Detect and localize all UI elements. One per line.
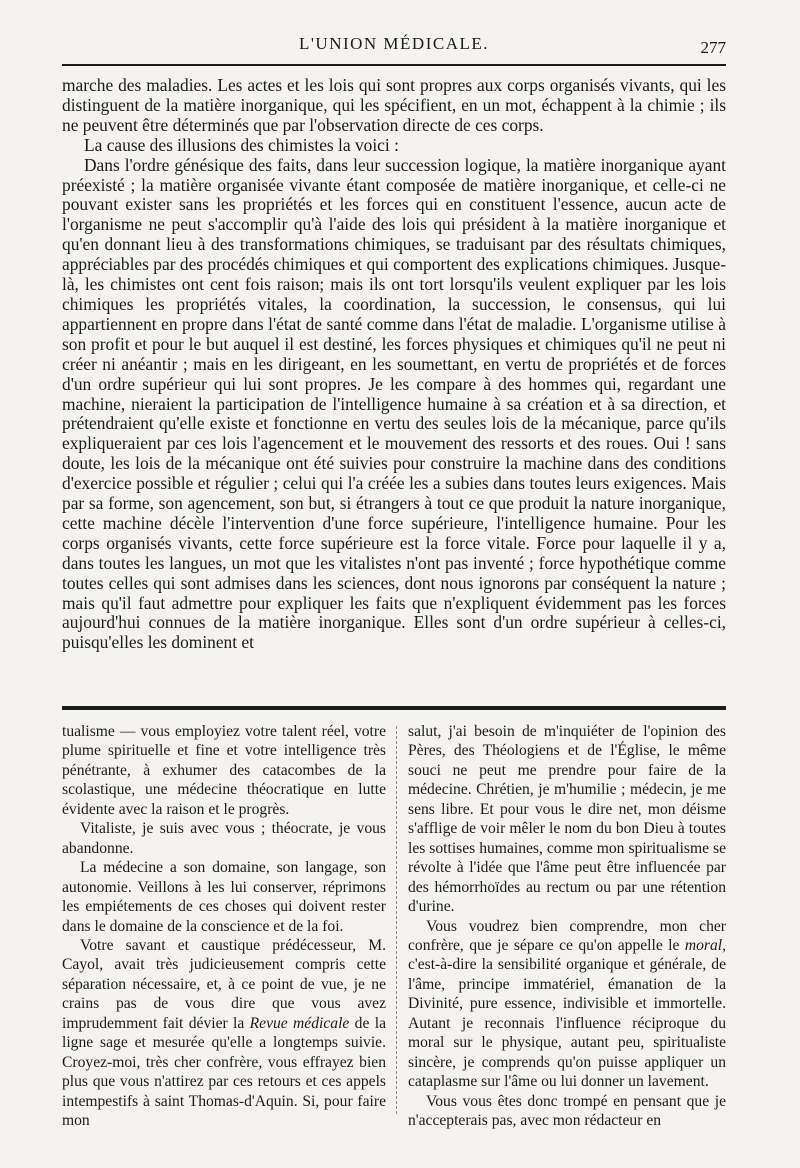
footnote-paragraph: tualisme — vous employiez votre talent réel, votre plume spirituelle et fine et votre intelligence très pénétrante, à exhumer des catacombes de la scolastique, une médecine théocratique en lutte évidente avec la raison et le progrès. (62, 723, 386, 818)
footnote-paragraph: Vitaliste, je suis avec vous ; théocrate, je vous abandonne. (62, 820, 386, 857)
body-paragraph: Dans l'ordre génésique des faits, dans leur succession logique, la matière inorganique ayant préexisté ; la matière organisée vivante étant composée de matière inorganique, et celle-ci ne pouvant exister sans les propriétés et les forces qui en constituent l'essence, aucun acte de l'organisme ne peut s'accomplir qu'à l'aide des lois qui président à la matière inorganique et qu'en donnant lieu à des transformations chimiques, se traduisant par des résultats chimiques, appréciables par des procédés chimiques et qui comportent des explications chimiques. Jusque-là, les chimistes ont cent fois raison; mais ils ont tort lorsqu'ils veulent expliquer par les lois chimiques les propriétés vitales, la coordination, la succession, le consensus, qui lui appartiennent en propre dans l'état de santé comme dans l'état de maladie. L'organisme utilise à son profit et pour le but auquel il est destiné, les forces physiques et chimiques qu'il ne peut ni créer ni anéantir ; mais en les dirigeant, en les soumettant, en vertu de propriétés et de forces d'un ordre supérieur qui lui sont propres. Je les compare à des hommes qui, regardant une machine, nieraient la participation de l'intelligence humaine à sa création et à sa direction, et prétendraient qu'elle existe et fonctionne en vertu des seules lois de la mécanique, parce qu'ils expliqueraient par ces lois l'agencement et le mouvement des ressorts et des roues. Oui ! sans doute, les lois de la mécanique ont été suivies pour construire la machine dans des conditions d'exercice possible et régulier ; celui qui l'a créée les a subies dans toutes leurs exigences. Mais par sa forme, son agencement, son but, si étrangers à tout ce que produit la nature inorganique, cette machine décèle l'intervention d'une force supérieure, l'intelligence humaine. Pour les corps organisés vivants, cette force supérieure est la force vitale. Force pour laquelle il y a, dans toutes les langues, un mot que les vitalistes n'ont pas inventé ; force hypothétique comme toutes celles qui sont admises dans les sciences, dont nous ignorons par conséquent la nature ; mais qu'il faut admettre pour expliquer les faits que n'expliquent évidemment pas les forces aujourd'hui connues de la matière inorganique. Elles sont d'un ordre supérieur à celles-ci, puisqu'elles les dominent et (62, 154, 726, 653)
footnote-text: Vous voudrez bien comprendre, mon cher confrère, que je sépare ce qu'on appelle le (408, 917, 726, 954)
footnote-text: Votre savant et caustique prédécesseur, M. Cayol, avait très judicieusement compris cette séparation nécessaire, et, à ce point de vue, je ne crains pas de vous dire que vous avez imprudemment fait dévier la (62, 936, 386, 1032)
page-number: 277 (700, 38, 726, 57)
journal-name-italic: Revue médicale (249, 1014, 350, 1032)
page-header (62, 30, 726, 60)
footnote-paragraph (408, 917, 726, 1092)
footnote-paragraph: La médecine a son domaine, son langage, son autonomie. Veillons à les lui conserver, réprimons les empiétements de ces choses qui doivent rester dans le domaine de la conscience et de la foi. (62, 859, 386, 935)
footnote-column-left (62, 722, 386, 1131)
header-rule (62, 64, 726, 66)
footnote-paragraph (62, 936, 386, 1131)
footnote-text: de la ligne sage et mesurée qu'elle a longtemps suivie. Croyez-moi, très cher confrère, vous effrayez bien plus que vous n'attirez par ces retours et ces appels intempestifs à saint Thomas-d'Aquin. Si, pour faire mon (62, 1014, 386, 1130)
footnote-text: c'est-à-dire la sensibilité organique et générale, de l'âme, principe immatériel, émanation de la Divinité, pure essence, indivisible et immortelle. Autant je reconnais l'influence réciproque du moral sur le physique, autant peu, spiritualiste sincère, je comprends qu'on puisse appliquer un cataplasme sur l'âme ou lui donner un lavement. (408, 956, 726, 1091)
footnote-paragraph: Vous vous êtes donc trompé en pensant que je n'accepterais pas, avec mon rédacteur en (408, 1092, 726, 1130)
body-paragraph: La cause des illusions des chimistes la voici : (84, 134, 399, 155)
main-body-text (62, 76, 726, 653)
body-paragraph: marche des maladies. Les actes et les lois qui sont propres aux corps organisés vivants, qui les distinguent de la matière inorganique, qui les spécifient, en un mot, échappent à la chimie ; ils ne peuvent être déterminés que par l'observation directe de ces corps. (62, 75, 726, 135)
footnote-paragraph: salut, j'ai besoin de m'inquiéter de l'opinion des Pères, des Théologiens et de l'Église, le même souci ne peut me prendre pour faire de la médecine. Chrétien, je m'humilie ; médecin, je me sens libre. Et pour vous le dire net, mon déisme s'afflige de voir mêler le nom du bon Dieu à toutes les sottises humaines, comme mon spiritualisme se révolte à l'idée que l'âme peut être influencée par des hémorrhoïdes au rectum ou par une rétention d'urine. (408, 723, 726, 916)
footnote-column-right (408, 722, 726, 1131)
italic-term: moral, (684, 936, 726, 954)
footnote-separator-rule (62, 706, 726, 710)
column-divider (396, 726, 398, 1114)
journal-title: L'UNION MÉDICALE. (298, 34, 490, 53)
